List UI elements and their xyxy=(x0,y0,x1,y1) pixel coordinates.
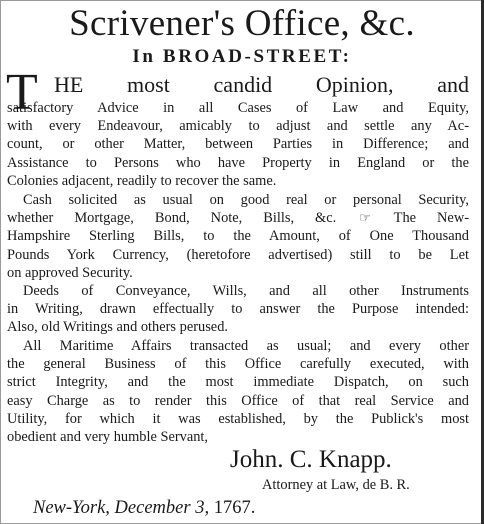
text-line: Assistance to Persons who have Property in England or the xyxy=(7,154,469,171)
text-line: All Maritime Affairs transacted as usual; and every other xyxy=(23,338,469,354)
text-line xyxy=(7,209,469,227)
text-line: Hampshire Sterling Bills, to the Amount, of One Thousand xyxy=(7,228,469,245)
text-line: Pounds York Currency, (heretofore advertised) still to be Let xyxy=(7,246,469,263)
dateline xyxy=(33,496,255,520)
text-line: in Writing, drawn effectually to answer the Purpose intended: xyxy=(7,301,469,318)
drop-cap: T xyxy=(6,64,38,121)
text-fragment: whether Mortgage, Bond, Note, Bills, &c. xyxy=(7,210,337,227)
paragraph-cash xyxy=(7,191,469,282)
text-line: with every Endeavour, amicably to adjust and settle any Ac- xyxy=(7,118,469,135)
pointing-hand-icon: ☞ xyxy=(359,210,371,226)
text-line: count, or other Matter, between Parties in Difference; and xyxy=(7,136,469,153)
text-line: Also, old Writings and others perused. xyxy=(7,319,228,336)
text-line: Utility, for which it was established, by the Publick's most xyxy=(7,410,469,427)
paragraph-maritime xyxy=(7,337,469,446)
date-place: New-York, December 3, xyxy=(33,498,210,518)
signer-name: John. C. Knapp. xyxy=(230,446,392,473)
text-line: the general Business of this Office carefully executed, with xyxy=(7,356,469,373)
text-line: Cash solicited as usual on good real or personal Security, xyxy=(23,192,469,208)
paragraph-advice xyxy=(7,99,469,190)
ad-subtitle: In BROAD-STREET: xyxy=(132,46,352,67)
text-line: Colonies adjacent, readily to recover the same. xyxy=(7,172,277,189)
lead-line: HE most candid Opinion, and xyxy=(54,72,469,97)
text-line: satisfactory Advice in all Cases of Law and Equity, xyxy=(7,100,469,116)
ad-title: Scrivener's Office, &c. xyxy=(69,3,415,44)
paragraph-deeds xyxy=(7,282,469,337)
date-year: 1767. xyxy=(213,498,256,518)
text-line: strict Integrity, and the most immediate Dispatch, on such xyxy=(7,374,469,391)
text-line: on approved Security. xyxy=(7,264,133,281)
text-line: Deeds of Conveyance, Wills, and all other Instruments xyxy=(23,283,469,299)
text-line: obedient and very humble Servant, xyxy=(7,429,209,446)
text-fragment: The New- xyxy=(393,210,469,227)
text-line: easy Charge as to render this Office of that real Service and xyxy=(7,392,469,409)
signer-title: Attorney at Law, de B. R. xyxy=(262,477,410,493)
